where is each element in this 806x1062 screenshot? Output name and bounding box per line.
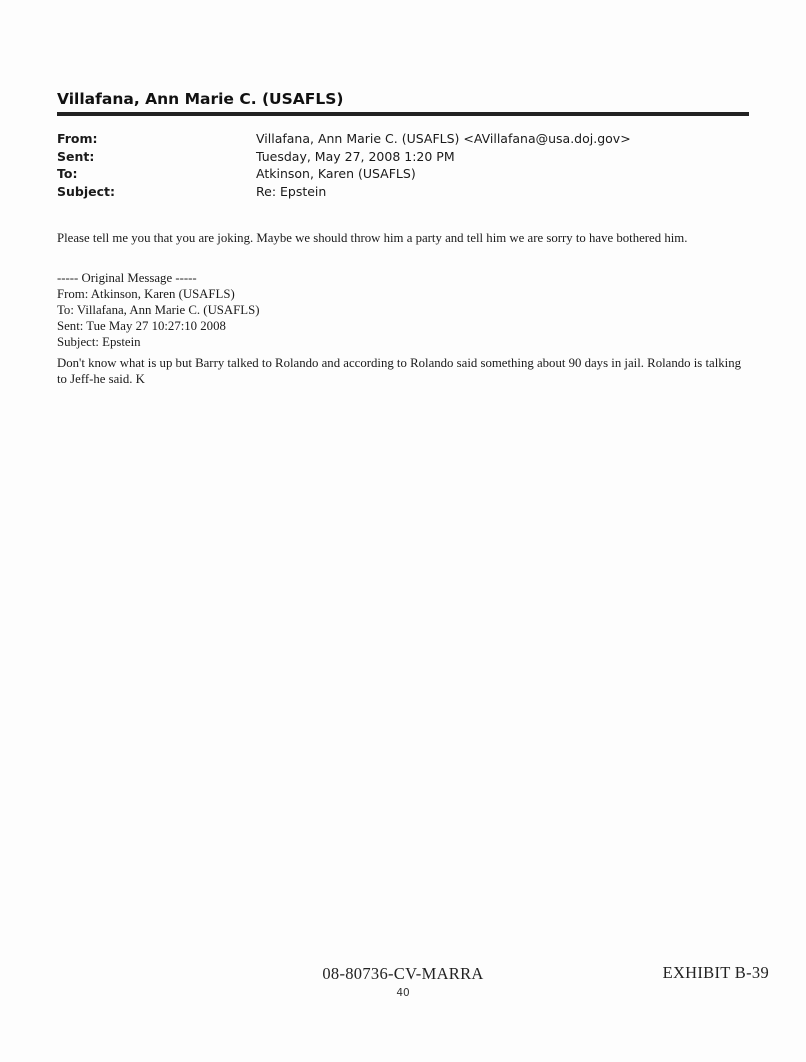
sender-heading: Villafana, Ann Marie C. (USAFLS) [57,90,344,108]
exhibit-label: EXHIBIT B-39 [662,963,769,982]
sent-label: Sent: [57,148,95,164]
heading-rule [57,112,749,116]
to-label: To: [57,166,78,181]
original-subject-line: Subject: Epstein [57,335,141,349]
subject-value: Re: Epstein [256,183,327,199]
page-number: 40 [396,987,410,999]
original-sent-line: Sent: Tue May 27 10:27:10 2008 [57,319,226,333]
sent-value: Tuesday, May 27, 2008 1:20 PM [256,148,455,164]
to-value: Atkinson, Karen (USAFLS) [256,166,416,181]
original-message-header [57,270,757,350]
header-row-to [57,165,757,183]
case-number: 08-80736-CV-MARRA [322,964,484,983]
from-label: From: [57,131,98,146]
header-row-from [57,130,757,148]
header-row-sent [57,148,757,166]
original-from-line: From: Atkinson, Karen (USAFLS) [57,287,235,301]
email-header [57,130,757,200]
from-value: Villafana, Ann Marie C. (USAFLS) <AVillafana@usa.doj.gov> [256,131,631,146]
original-to-line: To: Villafana, Ann Marie C. (USAFLS) [57,303,260,317]
subject-label: Subject: [57,183,115,199]
header-row-subject [57,183,757,201]
reply-paragraph: Please tell me you that you are joking. Maybe we should throw him a party and tell him we are sorry to have bothered him. [57,231,688,245]
original-message-separator: ----- Original Message ----- [57,271,197,285]
original-paragraph: Don't know what is up but Barry talked to Rolando and according to Rolando said something about 90 days in jail. Rolando is talking to Jeff-he said. K [57,356,742,386]
